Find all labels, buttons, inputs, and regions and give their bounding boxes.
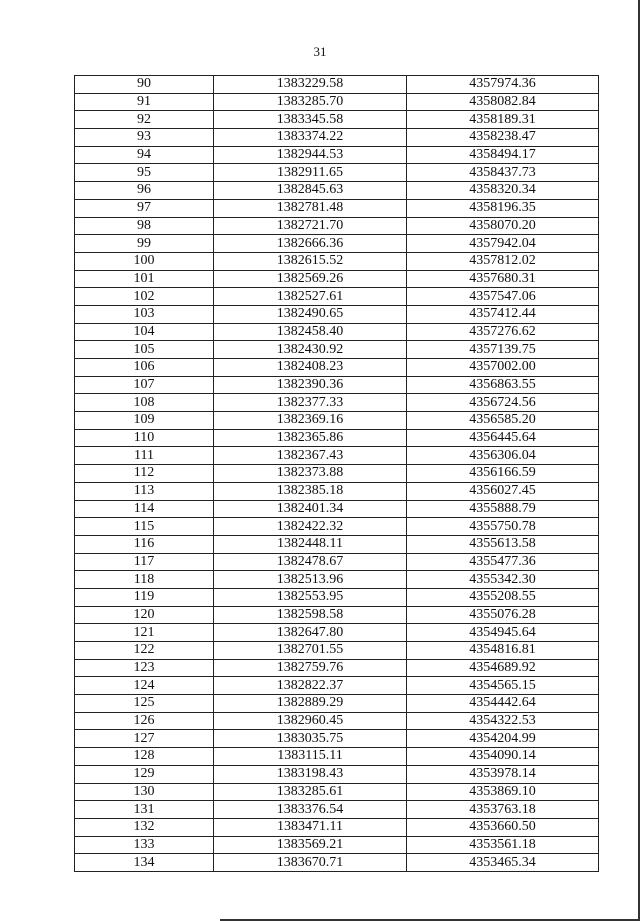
table-row [75, 341, 599, 359]
coordinates-table [74, 75, 599, 872]
table-row [75, 571, 599, 589]
x-coordinate-cell: 1382647.80 [214, 624, 407, 642]
y-coordinate-cell: 4357942.04 [407, 235, 599, 253]
point-number-cell: 130 [75, 783, 214, 801]
point-number-cell: 115 [75, 518, 214, 536]
y-coordinate-cell: 4354945.64 [407, 624, 599, 642]
y-coordinate-cell: 4355750.78 [407, 518, 599, 536]
table-row [75, 76, 599, 94]
table-row [75, 606, 599, 624]
x-coordinate-cell: 1382527.61 [214, 288, 407, 306]
point-number-cell: 120 [75, 606, 214, 624]
x-coordinate-cell: 1382598.58 [214, 606, 407, 624]
point-number-cell: 133 [75, 836, 214, 854]
y-coordinate-cell: 4355888.79 [407, 500, 599, 518]
x-coordinate-cell: 1383285.70 [214, 93, 407, 111]
point-number-cell: 121 [75, 624, 214, 642]
table-row [75, 447, 599, 465]
y-coordinate-cell: 4354565.15 [407, 677, 599, 695]
y-coordinate-cell: 4353978.14 [407, 765, 599, 783]
x-coordinate-cell: 1383569.21 [214, 836, 407, 854]
table-row [75, 553, 599, 571]
table-row [75, 146, 599, 164]
table-row [75, 305, 599, 323]
y-coordinate-cell: 4353763.18 [407, 801, 599, 819]
point-number-cell: 111 [75, 447, 214, 465]
point-number-cell: 128 [75, 748, 214, 766]
point-number-cell: 132 [75, 818, 214, 836]
x-coordinate-cell: 1383471.11 [214, 818, 407, 836]
y-coordinate-cell: 4356166.59 [407, 465, 599, 483]
x-coordinate-cell: 1382365.86 [214, 429, 407, 447]
table-row [75, 394, 599, 412]
point-number-cell: 122 [75, 642, 214, 660]
table-row [75, 182, 599, 200]
table-row [75, 783, 599, 801]
table-row [75, 765, 599, 783]
x-coordinate-cell: 1382430.92 [214, 341, 407, 359]
table-row [75, 659, 599, 677]
table-row [75, 818, 599, 836]
y-coordinate-cell: 4358196.35 [407, 199, 599, 217]
y-coordinate-cell: 4354442.64 [407, 695, 599, 713]
point-number-cell: 107 [75, 376, 214, 394]
x-coordinate-cell: 1382960.45 [214, 712, 407, 730]
table-row [75, 359, 599, 377]
x-coordinate-cell: 1382408.23 [214, 359, 407, 377]
page-number: 31 [313, 44, 327, 59]
point-number-cell: 113 [75, 482, 214, 500]
point-number-cell: 101 [75, 270, 214, 288]
y-coordinate-cell: 4357547.06 [407, 288, 599, 306]
table-row [75, 518, 599, 536]
table-row [75, 500, 599, 518]
point-number-cell: 103 [75, 305, 214, 323]
x-coordinate-cell: 1383115.11 [214, 748, 407, 766]
point-number-cell: 100 [75, 252, 214, 270]
x-coordinate-cell: 1382911.65 [214, 164, 407, 182]
y-coordinate-cell: 4358082.84 [407, 93, 599, 111]
y-coordinate-cell: 4357974.36 [407, 76, 599, 94]
x-coordinate-cell: 1382944.53 [214, 146, 407, 164]
point-number-cell: 109 [75, 412, 214, 430]
coordinates-table-body [75, 76, 599, 872]
y-coordinate-cell: 4358189.31 [407, 111, 599, 129]
point-number-cell: 95 [75, 164, 214, 182]
y-coordinate-cell: 4356585.20 [407, 412, 599, 430]
table-row [75, 836, 599, 854]
x-coordinate-cell: 1382390.36 [214, 376, 407, 394]
x-coordinate-cell: 1382422.32 [214, 518, 407, 536]
table-row [75, 854, 599, 872]
x-coordinate-cell: 1382666.36 [214, 235, 407, 253]
point-number-cell: 94 [75, 146, 214, 164]
y-coordinate-cell: 4356027.45 [407, 482, 599, 500]
y-coordinate-cell: 4358320.34 [407, 182, 599, 200]
point-number-cell: 105 [75, 341, 214, 359]
y-coordinate-cell: 4353465.34 [407, 854, 599, 872]
x-coordinate-cell: 1382759.76 [214, 659, 407, 677]
point-number-cell: 90 [75, 76, 214, 94]
y-coordinate-cell: 4355342.30 [407, 571, 599, 589]
table-row [75, 748, 599, 766]
table-row [75, 199, 599, 217]
y-coordinate-cell: 4357276.62 [407, 323, 599, 341]
x-coordinate-cell: 1383376.54 [214, 801, 407, 819]
point-number-cell: 126 [75, 712, 214, 730]
x-coordinate-cell: 1383035.75 [214, 730, 407, 748]
point-number-cell: 104 [75, 323, 214, 341]
y-coordinate-cell: 4355076.28 [407, 606, 599, 624]
point-number-cell: 124 [75, 677, 214, 695]
table-row [75, 624, 599, 642]
x-coordinate-cell: 1382385.18 [214, 482, 407, 500]
y-coordinate-cell: 4356306.04 [407, 447, 599, 465]
table-row [75, 712, 599, 730]
x-coordinate-cell: 1383374.22 [214, 129, 407, 147]
point-number-cell: 131 [75, 801, 214, 819]
table-row [75, 482, 599, 500]
table-row [75, 588, 599, 606]
table-row [75, 111, 599, 129]
table-row [75, 270, 599, 288]
point-number-cell: 98 [75, 217, 214, 235]
point-number-cell: 91 [75, 93, 214, 111]
x-coordinate-cell: 1382490.65 [214, 305, 407, 323]
x-coordinate-cell: 1383198.43 [214, 765, 407, 783]
y-coordinate-cell: 4353869.10 [407, 783, 599, 801]
point-number-cell: 119 [75, 588, 214, 606]
point-number-cell: 117 [75, 553, 214, 571]
y-coordinate-cell: 4357002.00 [407, 359, 599, 377]
point-number-cell: 92 [75, 111, 214, 129]
x-coordinate-cell: 1382615.52 [214, 252, 407, 270]
table-row [75, 376, 599, 394]
point-number-cell: 97 [75, 199, 214, 217]
point-number-cell: 129 [75, 765, 214, 783]
x-coordinate-cell: 1383345.58 [214, 111, 407, 129]
point-number-cell: 108 [75, 394, 214, 412]
point-number-cell: 110 [75, 429, 214, 447]
y-coordinate-cell: 4356445.64 [407, 429, 599, 447]
y-coordinate-cell: 4355208.55 [407, 588, 599, 606]
y-coordinate-cell: 4354204.99 [407, 730, 599, 748]
point-number-cell: 99 [75, 235, 214, 253]
table-row [75, 695, 599, 713]
y-coordinate-cell: 4357412.44 [407, 305, 599, 323]
point-number-cell: 96 [75, 182, 214, 200]
table-row [75, 730, 599, 748]
y-coordinate-cell: 4357812.02 [407, 252, 599, 270]
x-coordinate-cell: 1382369.16 [214, 412, 407, 430]
y-coordinate-cell: 4358070.20 [407, 217, 599, 235]
x-coordinate-cell: 1383670.71 [214, 854, 407, 872]
point-number-cell: 93 [75, 129, 214, 147]
y-coordinate-cell: 4356863.55 [407, 376, 599, 394]
x-coordinate-cell: 1383229.58 [214, 76, 407, 94]
table-row [75, 535, 599, 553]
table-row [75, 412, 599, 430]
table-row [75, 235, 599, 253]
x-coordinate-cell: 1382701.55 [214, 642, 407, 660]
y-coordinate-cell: 4358494.17 [407, 146, 599, 164]
table-row [75, 642, 599, 660]
y-coordinate-cell: 4357680.31 [407, 270, 599, 288]
point-number-cell: 125 [75, 695, 214, 713]
point-number-cell: 114 [75, 500, 214, 518]
point-number-cell: 134 [75, 854, 214, 872]
x-coordinate-cell: 1382367.43 [214, 447, 407, 465]
x-coordinate-cell: 1383285.61 [214, 783, 407, 801]
point-number-cell: 106 [75, 359, 214, 377]
table-row [75, 677, 599, 695]
table-row [75, 129, 599, 147]
x-coordinate-cell: 1382448.11 [214, 535, 407, 553]
x-coordinate-cell: 1382553.95 [214, 588, 407, 606]
table-row [75, 93, 599, 111]
y-coordinate-cell: 4358437.73 [407, 164, 599, 182]
table-row [75, 252, 599, 270]
point-number-cell: 116 [75, 535, 214, 553]
y-coordinate-cell: 4357139.75 [407, 341, 599, 359]
y-coordinate-cell: 4353561.18 [407, 836, 599, 854]
y-coordinate-cell: 4354689.92 [407, 659, 599, 677]
point-number-cell: 102 [75, 288, 214, 306]
x-coordinate-cell: 1382377.33 [214, 394, 407, 412]
x-coordinate-cell: 1382845.63 [214, 182, 407, 200]
table-row [75, 217, 599, 235]
point-number-cell: 112 [75, 465, 214, 483]
table-row [75, 429, 599, 447]
y-coordinate-cell: 4358238.47 [407, 129, 599, 147]
y-coordinate-cell: 4355613.58 [407, 535, 599, 553]
x-coordinate-cell: 1382373.88 [214, 465, 407, 483]
table-row [75, 465, 599, 483]
table-row [75, 288, 599, 306]
x-coordinate-cell: 1382569.26 [214, 270, 407, 288]
table-row [75, 323, 599, 341]
point-number-cell: 127 [75, 730, 214, 748]
x-coordinate-cell: 1382513.96 [214, 571, 407, 589]
x-coordinate-cell: 1382401.34 [214, 500, 407, 518]
point-number-cell: 118 [75, 571, 214, 589]
x-coordinate-cell: 1382721.70 [214, 217, 407, 235]
y-coordinate-cell: 4353660.50 [407, 818, 599, 836]
table-row [75, 164, 599, 182]
x-coordinate-cell: 1382889.29 [214, 695, 407, 713]
y-coordinate-cell: 4354816.81 [407, 642, 599, 660]
point-number-cell: 123 [75, 659, 214, 677]
x-coordinate-cell: 1382458.40 [214, 323, 407, 341]
x-coordinate-cell: 1382478.67 [214, 553, 407, 571]
x-coordinate-cell: 1382781.48 [214, 199, 407, 217]
y-coordinate-cell: 4355477.36 [407, 553, 599, 571]
x-coordinate-cell: 1382822.37 [214, 677, 407, 695]
y-coordinate-cell: 4354322.53 [407, 712, 599, 730]
table-row [75, 801, 599, 819]
y-coordinate-cell: 4356724.56 [407, 394, 599, 412]
y-coordinate-cell: 4354090.14 [407, 748, 599, 766]
